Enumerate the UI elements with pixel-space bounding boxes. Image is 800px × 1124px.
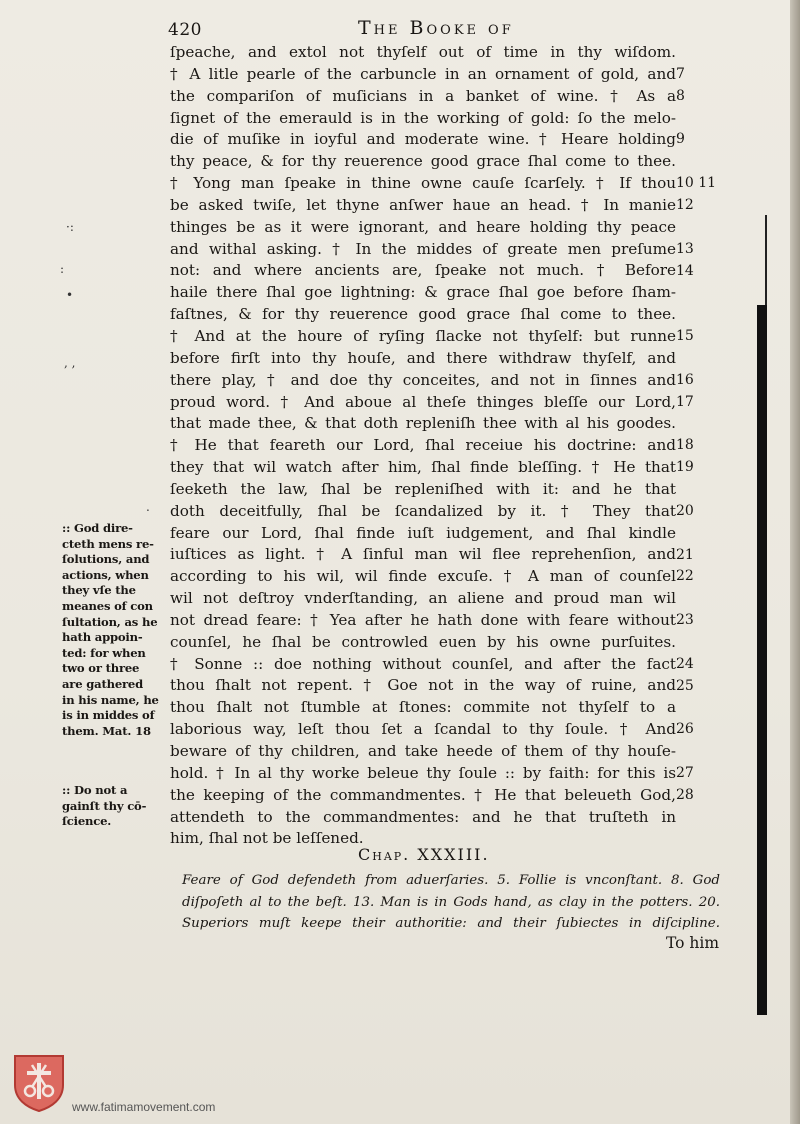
verse-number: 22 <box>676 568 694 585</box>
marginal-note-conscience <box>62 783 172 830</box>
verse-number: 19 <box>676 459 694 476</box>
text-line: and withal asking. † In the middes of greate men preſume <box>170 239 676 258</box>
main-text-column <box>170 42 676 850</box>
summary-line: Superiors muſt keepe their authoritie: and their ſubiectes in diſcipline. <box>182 916 720 931</box>
marginal-note-line: them. Mat. 18 <box>62 723 151 738</box>
text-line: † He that feareth our Lord, ſhal receiue his doctrine: and <box>170 436 676 455</box>
marginal-note-line: is in middes of <box>62 708 155 723</box>
text-line: ſignet of the emerauld is in the working of gold: ſo the melo- <box>170 108 676 127</box>
text-line: † Yong man ſpeake in thine owne cauſe ſcarſely. † If thou <box>170 174 676 193</box>
page-edge-shadow <box>790 0 800 1124</box>
text-line: † And at the houre of ryſing ſlacke not thyſelf: but runne <box>170 326 676 345</box>
marginal-note-line: :: God dire- <box>62 521 133 535</box>
verse-number: 7 <box>676 65 685 82</box>
shield-logo-icon <box>12 1053 66 1113</box>
chapter-title: Chap. XXXIII. <box>358 845 490 864</box>
verse-number: 12 <box>676 196 694 213</box>
text-line: † Sonne :: doe nothing without counſel, and after the fact <box>170 654 676 673</box>
text-line: there play, † and doe thy conceites, and not in ſinnes and <box>170 370 676 389</box>
verse-number: 23 <box>676 612 694 629</box>
text-line: haile there ſhal goe lightning: & grace ſhal goe before ſham- <box>170 283 676 302</box>
text-line: proud word. † And aboue al theſe thinges bleſſe our Lord, <box>170 392 676 411</box>
binding-edge-line <box>765 215 767 305</box>
website-watermark: www.fatimamovement.com <box>72 1100 216 1114</box>
text-line: thy peace, & for thy reuerence good grace ſhal come to thee. <box>170 152 676 171</box>
text-line: the compariſon of muſicians in a banket of wine. † As a <box>170 86 676 105</box>
margin-speck: ·: <box>66 220 74 234</box>
text-line: not: and where ancients are, ſpeake not much. † Before <box>170 261 676 280</box>
text-line: thinges be as it were ignorant, and heare holding thy peace <box>170 217 676 236</box>
text-line: faſtnes, & for thy reuerence good grace ſhal come to thee. <box>170 305 676 324</box>
text-line: be asked twiſe, let thyne anſwer haue an head. † In manie <box>170 195 676 214</box>
verse-number: 17 <box>676 393 694 410</box>
marginal-note-line: two or three <box>62 661 140 676</box>
text-line: thou ſhalt not repent. † Goe not in the way of ruine, and <box>170 676 676 695</box>
verse-number: 9 <box>676 131 685 148</box>
page-header <box>168 16 708 42</box>
text-line: him, ſhal not be leſſened. <box>170 829 364 848</box>
text-line: † A litle pearle of the carbuncle in an ornament of gold, and <box>170 64 676 83</box>
text-line: ſpeache, and extol not thyſelf out of time in thy wiſdom. <box>170 43 676 61</box>
text-line: wil not deſtroy vnderſtanding, an aliene and proud man wil <box>170 589 676 608</box>
text-line: counſel, he ſhal be controwled euen by his owne purſuites. <box>170 632 676 651</box>
verse-number: 16 <box>676 371 694 388</box>
binding-edge-bar <box>757 305 767 1015</box>
margin-speck: : <box>60 262 65 276</box>
verse-number: 20 <box>676 502 694 519</box>
verse-number: 28 <box>676 786 694 803</box>
text-line: attendeth to the commandmentes: and he that truſteth in <box>170 807 676 826</box>
margin-speck: . <box>146 500 150 514</box>
margin-speck: , , <box>64 356 76 370</box>
page-number: 420 <box>168 20 202 40</box>
text-line: that made thee, & that doth repleniſh thee with al his goodes. <box>170 414 676 433</box>
text-line: according to his wil, wil finde excuſe. † A man of counſel <box>170 567 676 586</box>
marginal-note-line: ſolutions, and <box>62 552 150 567</box>
verse-number: 13 <box>676 240 694 257</box>
verse-number: 8 <box>676 87 685 104</box>
text-line: laborious way, leſt thou ſet a ſcandal to thy ſoule. † And <box>170 720 676 739</box>
verse-number: 10 11 <box>676 175 717 192</box>
text-line: the keeping of the commandmentes. † He that beleueth God, <box>170 785 676 804</box>
verse-number: 15 <box>676 328 694 345</box>
verse-number: 24 <box>676 655 694 672</box>
chapter-summary <box>182 870 720 935</box>
marginal-note-line: are gathered <box>62 676 144 691</box>
verse-number: 21 <box>676 546 694 563</box>
marginal-note-line: they vſe the <box>62 583 136 598</box>
marginal-note-line: cteth mens re- <box>62 536 154 551</box>
running-head: The Booke of <box>358 17 514 39</box>
marginal-note-line: :: Do not a <box>62 783 128 797</box>
text-line: die of muſike in ioyful and moderate wine. † Heare holding <box>170 130 676 149</box>
text-line: before firſt into thy houſe, and there withdraw thyſelf, and <box>170 348 676 367</box>
verse-number: 14 <box>676 262 694 279</box>
summary-line: Feare of God defendeth from aduerſaries. 5. Follie is vnconſtant. 8. God <box>182 873 720 888</box>
verse-number: 26 <box>676 721 694 738</box>
marginal-note-line: ſcience. <box>62 814 112 829</box>
marginal-note-line: in his name, he <box>62 692 159 707</box>
text-line: iuſtices as light. † A ſinful man wil flee reprehenſion, and <box>170 545 676 564</box>
marginal-note-line: actions, when <box>62 567 149 582</box>
marginal-note-line: gainſt thy cō- <box>62 798 147 813</box>
verse-number: 25 <box>676 677 694 694</box>
catchword: To him <box>666 934 720 952</box>
marginal-note-line: hath appoin- <box>62 630 143 645</box>
text-line: they that wil watch after him, ſhal finde bleſſing. † He that <box>170 458 676 477</box>
summary-line: diſpoſeth al to the beſt. 13. Man is in Gods hand, as clay in the potters. 20. <box>182 894 720 910</box>
text-line: hold. † In al thy worke beleue thy ſoule :: by faith: for this is <box>170 763 676 782</box>
verse-number: 18 <box>676 437 694 454</box>
margin-speck: • <box>66 288 74 302</box>
text-line: ſeeketh the law, ſhal be repleniſhed with it: and he that <box>170 479 676 498</box>
marginal-note-line: ted: for when <box>62 645 146 660</box>
text-line: feare our Lord, ſhal finde iuſt iudgement, and ſhal kindle <box>170 523 676 542</box>
text-line: thou ſhalt not ſtumble at ſtones: commite not thyſelf to a <box>170 698 676 717</box>
marginal-note-line: ſultation, as he <box>62 614 158 629</box>
text-line: not dread feare: † Yea after he hath done with feare without <box>170 610 676 629</box>
marginal-note-counsel <box>62 521 172 739</box>
text-line: beware of thy children, and take heede of them of thy houſe- <box>170 742 676 760</box>
marginal-note-line: meanes of con <box>62 598 153 613</box>
verse-number: 27 <box>676 765 694 782</box>
text-line: doth deceitfully, ſhal be ſcandalized by it. † They that <box>170 501 676 520</box>
